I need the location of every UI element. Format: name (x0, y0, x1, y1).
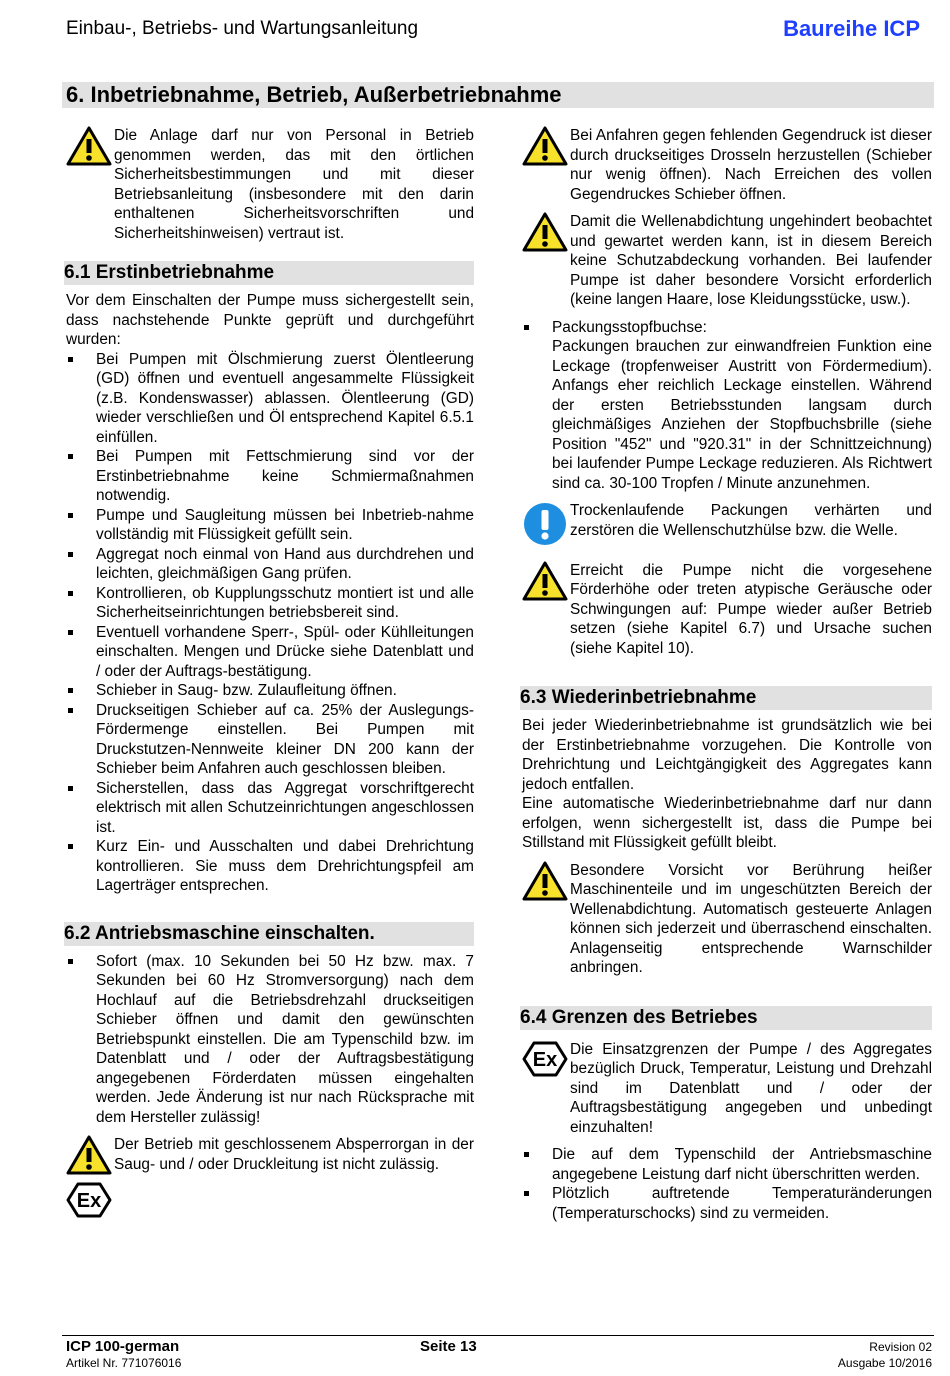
list-item: Sofort (max. 10 Sekunden bei 50 Hz bzw. max. 7 Sekunden bei 60 Hz Stromversorgung) nach dem Hochlauf auf die Betriebsdrehzahl druckseitigen Schieber öffnen und damit den gewünschten Betriebspunkt einstellen. Die am Typenschild bzw. im Datenblatt und / oder der Auftragsbestätigung angegebenen Förderdaten müssen eingehalten werden. Jede Änderung ist nur nach Rücksprache mit dem Hersteller zulässig! (66, 952, 474, 1128)
info-exclamation-icon (522, 501, 570, 553)
footer-revision: Revision 02 (869, 1340, 932, 1354)
warning-triangle-icon (522, 561, 570, 607)
warning-triangle-icon (66, 1135, 114, 1181)
warning-triangle-icon (522, 861, 570, 907)
svg-text:Ex: Ex (76, 1189, 102, 1212)
list-item: Sicherstellen, dass das Aggregat vorschriftgerecht elektrisch mit allen Schutzeinrichtungen angeschlossen ist. (66, 779, 474, 838)
checklist (522, 318, 932, 494)
info-block (522, 501, 932, 553)
paragraph: Eine automatische Wiederinbetriebnahme darf nur dann erfolgen, wenn sichergestellt ist, dass die Pumpe bei Stillstand mit Flüssigkeit gefüllt bleibt. (522, 795, 932, 851)
list-item: Kurz Ein- und Ausschalten und dabei Drehrichtung kontrollieren. Sie muss dem Drehrichtungspfeil am Lagerträger entsprechen. (66, 837, 474, 896)
list-item: Pumpe und Saugleitung müssen bei Inbetrieb-nahme vollständig mit Flüssigkeit gefüllt sein. (66, 506, 474, 545)
list-item: Bei Pumpen mit Ölschmierung zuerst Ölentleerung (GD) öffnen und eventuell angesammelte Flüssigkeit (z.B. Kondenswasser) ablassen. Ölentleerung (GD) wieder verschließen und Öl entsprechend Kapitel 6.5.1 einfüllen. (66, 350, 474, 448)
checklist (66, 350, 474, 896)
list-item: Bei Pumpen mit Fettschmierung sind vor der Erstinbetriebnahme keine Schmiermaßnahmen notwendig. (66, 447, 474, 506)
list-item: Schieber in Saug- bzw. Zulaufleitung öffnen. (66, 681, 474, 701)
checklist (66, 952, 474, 1128)
footer-article-number: Artikel Nr. 771076016 (66, 1356, 182, 1370)
warning-text: Damit die Wellenabdichtung ungehindert beobachtet und gewartet werden kann, ist in diesem Bereich keine Schutzabdeckung vorhanden. Bei laufender Pumpe ist daher besondere Vorsicht erforderlich (keine langen Haare, lose Kleidungsstücke, usw.). (570, 213, 932, 308)
warning-triangle-icon (522, 212, 570, 258)
warning-block (66, 126, 474, 243)
header-document-title: Einbau-, Betriebs- und Wartungsanleitung (66, 18, 419, 39)
warning-text: Die Anlage darf nur von Personal in Betrieb genommen werden, das mit den örtlichen Sicherheitsbestimmungen und mit dieser Betriebsanleitung (insbesondere mit den darin enthaltenen Sicherheitsvorschriften und Sicherheitshinweisen) vertraut ist. (114, 127, 474, 242)
warning-block (522, 561, 932, 659)
list-item-label: Packungsstopfbuchse: (552, 318, 707, 336)
right-column (522, 126, 932, 1223)
section-intro: Vor dem Einschalten der Pumpe muss sichergestellt sein, dass nachstehende Punkte geprüft und durchgeführt wurden: (66, 292, 474, 348)
checklist (522, 1145, 932, 1223)
warning-block (66, 1135, 474, 1224)
footer-divider (62, 1335, 934, 1336)
header-series-title: Baureihe ICP (783, 16, 920, 41)
list-item: Druckseitigen Schieber auf ca. 25% der Auslegungs-Fördermenge einstellen. Bei Pumpen mit Druckstutzen-Nennweite kleiner DN 200 kann der Schieber beim Anfahren auch geschlossen bleiben. (66, 701, 474, 779)
ex-explosion-protection-icon (66, 1181, 114, 1225)
section-heading-6-1: 6.1 Erstinbetriebnahme (64, 261, 474, 285)
warning-block (522, 212, 932, 310)
list-item-text: Packungen brauchen zur einwandfreien Funktion eine Leckage (tropfenweiser Austritt von Fördermedium). Anfangs eher reichlich Leckage einstellen. Während der ersten Betriebsstunden langsam durch gleichmäßiges Anziehen der Stopfbuchsbrille (siehe Position "452" und "920.31" in der Schnittzeichnung) bei laufender Pumpe Leckage reduzieren. Als Richtwert sind ca. 30-100 Tropfen / Minute anzunehmen. (552, 338, 932, 492)
warning-block (522, 861, 932, 978)
ex-explosion-protection-icon (522, 1040, 570, 1084)
warning-text: Erreicht die Pumpe nicht die vorgesehene Förderhöhe oder treten atypische Geräusche oder Schwingungen auf: Pumpe wieder außer Betrieb setzen (siehe Kapitel 6.7) und Ursache suchen (siehe Kapitel 10). (570, 561, 932, 657)
warning-block (522, 126, 932, 204)
section-heading-6-3: 6.3 Wiederinbetriebnahme (520, 686, 932, 710)
list-item: Kontrollieren, ob Kupplungsschutz montiert ist und alle Sicherheitseinrichtungen betriebsbereit sind. (66, 584, 474, 623)
footer-page-number: Seite 13 (420, 1338, 477, 1355)
section-heading-6-2: 6.2 Antriebsmaschine einschalten. (64, 922, 474, 946)
section-heading-6-4: 6.4 Grenzen des Betriebes (520, 1006, 932, 1030)
warning-text: Besondere Vorsicht vor Berührung heißer Maschinenteile und im ungeschützten Bereich der Wellenabdichtung. Automatisch gesteuerte Anlagen können sich jederzeit und überraschend einschalten. Anlagenseitig entsprechende Warnschilder anbringen. (570, 861, 932, 976)
left-column (66, 126, 474, 1224)
footer-doc-id: ICP 100-german (66, 1338, 180, 1355)
ex-notice-text: Die Einsatzgrenzen der Pumpe / des Aggregates bezüglich Druck, Temperatur, Leistung und Drehzahl sind im Datenblatt und / oder der Auftragsbestätigung angegeben und unbedingt einzuhalten! (570, 1040, 932, 1136)
list-item (522, 318, 932, 494)
svg-text:Ex: Ex (532, 1048, 558, 1071)
warning-triangle-icon (522, 126, 570, 172)
ex-notice-block (522, 1040, 932, 1138)
warning-text: Der Betrieb mit geschlossenem Absperrorgan in der Saug- und / oder Druckleitung ist nicht zulässig. (114, 1136, 474, 1173)
info-text: Trockenlaufende Packungen verhärten und zerstören die Wellenschutzhülse bzw. die Welle. (570, 502, 932, 539)
footer-issue: Ausgabe 10/2016 (837, 1356, 932, 1370)
warning-triangle-icon (66, 126, 114, 172)
list-item: Eventuell vorhandene Sperr-, Spül- oder Kühlleitungen einschalten. Mengen und Drücke siehe Datenblatt und / oder der Auftrags-bestätigung. (66, 623, 474, 682)
paragraph: Bei jeder Wiederinbetriebnahme ist grundsätzlich wie bei der Erstinbetriebnahme vorzugehen. Die Kontrolle von Drehrichtung und Leichtgängigkeit des Aggregates kann jedoch entfallen. (522, 717, 932, 793)
list-item: Plötzlich auftretende Temperaturänderungen (Temperaturschocks) sind zu vermeiden. (522, 1184, 932, 1223)
warning-text: Bei Anfahren gegen fehlenden Gegendruck ist dieser durch druckseitiges Drosseln herzustellen (Schieber nur wenig öffnen). Nach Erreichen des vollen Gegendruckes Schieber öffnen. (570, 127, 932, 203)
list-item: Die auf dem Typenschild der Antriebsmaschine angegebene Leistung darf nicht überschritten werden. (522, 1145, 932, 1184)
list-item: Aggregat noch einmal von Hand aus durchdrehen und leichten, gleichmäßigen Gang prüfen. (66, 545, 474, 584)
chapter-title: 6. Inbetriebnahme, Betrieb, Außerbetriebnahme (62, 82, 934, 108)
